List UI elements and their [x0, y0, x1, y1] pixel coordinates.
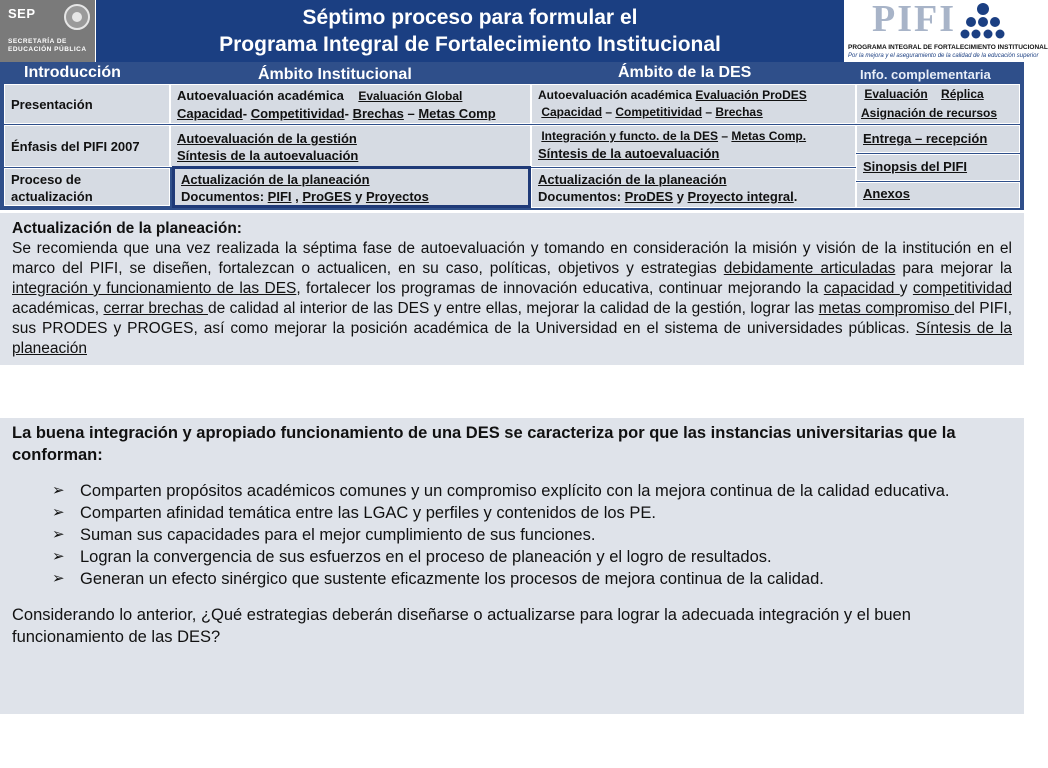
link-prodes[interactable]: ProDES	[624, 189, 674, 204]
nav-item-presentacion[interactable]: Presentación	[4, 84, 170, 124]
link-brechas-des[interactable]: Brechas	[715, 105, 763, 119]
pifi-logo-word: PIFI	[872, 0, 956, 40]
nav-item-autoevaluacion-academica-inst[interactable]: Autoevaluación académica Evaluación Global Capacidad- Competitividad- Brechas – Metas Comp	[170, 84, 531, 124]
navigation-grid	[0, 62, 1024, 210]
list-item: ➢ Suman sus capacidades para el mejor cumplimiento de sus funciones.	[52, 526, 596, 544]
nav-item-autoevaluacion-gestion[interactable]	[170, 125, 531, 167]
pifi-logo-line2: Por la mejora y el aseguramiento de la calidad de la educación superior	[848, 53, 1039, 59]
link-evaluacion[interactable]: Evaluación	[864, 87, 928, 101]
closing-question: Considerando lo anterior, ¿Qué estrategias deberán diseñarse o actualizarse para lograr la adecuada integración y el buen funcionamiento de las DES?	[12, 606, 911, 646]
link-brechas-inst[interactable]: Brechas	[352, 106, 404, 121]
arrow-bullet-icon: ➢	[52, 482, 65, 499]
nav-item-actualizacion-planeacion-des[interactable]: Actualización de la planeación Documentos: ProDES y Proyecto integral.	[531, 168, 856, 208]
nav-header-info-complementaria[interactable]: Info. complementaria	[860, 67, 991, 82]
nav-item-enfasis-pifi[interactable]: Énfasis del PIFI 2007	[4, 125, 170, 167]
nav-item-entrega-recepcion[interactable]: Entrega – recepción	[856, 125, 1020, 153]
nav-header-ambito-institucional[interactable]: Ámbito Institucional	[258, 66, 412, 83]
sep-logo-subtitle: SECRETARÍA DE EDUCACIÓN PÚBLICA	[8, 38, 87, 53]
list-item: ➢ Logran la convergencia de sus esfuerzos en el proceso de planeación y el logro de resultados.	[52, 548, 772, 566]
link-capacidad-des[interactable]: Capacidad	[541, 105, 603, 119]
planeacion-panel: Actualización de la planeación: Se recomienda que una vez realizada la séptima fase de autoevaluación y tomando en consideración la misión y visión de la institución en el marco del PIFI, se diseñen, fortalezcan o actualicen, en su caso, políticas, objetivos y estrategias debidamente articuladas para mejorar la integración y funcionamiento de las DES, fortalecer los programas de innovación educativa, continuar mejorando la capacidad y competitividad académicas, cerrar brechas de calidad al interior de las DES y entre ellas, mejorar la calidad de la gestión, lograr las metas compromiso del PIFI, sus PRODES y PROGES, así como mejorar la posición académica de la Universidad en el sistema de universidades públicas. Síntesis de la planeación	[0, 213, 1024, 365]
nav-header-introduccion[interactable]: Introducción	[24, 64, 121, 81]
integracion-lead: La buena integración y apropiado funcionamiento de una DES se caracteriza por que las instancias universitarias que la conforman:	[12, 424, 956, 464]
link-actualizacion-planeacion-des[interactable]: Actualización de la planeación	[538, 172, 727, 187]
link-competitividad-inst[interactable]: Competitividad	[250, 106, 345, 121]
link-evaluacion-prodes[interactable]: Evaluación ProDES	[695, 88, 807, 102]
coat-of-arms-icon	[64, 4, 90, 30]
link-debidamente-articuladas[interactable]: debidamente articuladas	[723, 260, 896, 277]
nav-item-sinopsis-pifi[interactable]: Sinopsis del PIFI	[856, 154, 1020, 181]
link-metas-comp-inst[interactable]: Metas Comp	[418, 106, 496, 121]
bullet-list	[52, 480, 1012, 590]
title-band	[96, 0, 844, 62]
link-actualizacion-planeacion-inst[interactable]: Actualización de la planeación	[181, 172, 370, 187]
nav-item-proceso-actualizacion[interactable]: Proceso de actualización	[4, 168, 170, 206]
link-integracion-funcionamiento[interactable]: integración y funcionamiento de las DES	[12, 280, 297, 297]
nav-item-integracion-des[interactable]: Integración y functo. de la DES – Metas Comp. Síntesis de la autoevaluación	[531, 125, 856, 167]
arrow-bullet-icon: ➢	[52, 504, 65, 521]
link-capacidad-inst[interactable]: Capacidad	[177, 106, 243, 121]
planeacion-heading: Actualización de la planeación:	[12, 220, 242, 237]
link-evaluacion-global[interactable]: Evaluación Global	[358, 89, 463, 103]
nav-header-ambito-des[interactable]: Ámbito de la DES	[618, 64, 752, 81]
list-item: ➢ Comparten afinidad temática entre las LGAC y perfiles y contenidos de los PE.	[52, 504, 656, 522]
link-sintesis-autoevaluacion-inst[interactable]: Síntesis de la autoevaluación	[177, 148, 359, 163]
link-proyectos[interactable]: Proyectos	[365, 189, 429, 204]
link-pifi[interactable]: PIFI	[267, 189, 292, 204]
link-integracion-functo-des[interactable]: Integración y functo. de la DES	[541, 129, 719, 143]
link-autoevaluacion-gestion[interactable]: Autoevaluación de la gestión	[177, 131, 357, 146]
nav-item-evaluacion-replica	[856, 84, 1020, 124]
pifi-logo-line1: PROGRAMA INTEGRAL DE FORTALECIMIENTO INSTITUCIONAL	[848, 44, 1048, 51]
pifi-dots-icon	[958, 2, 1008, 44]
arrow-bullet-icon: ➢	[52, 570, 65, 587]
link-asignacion-recursos[interactable]: Asignación de recursos	[861, 106, 998, 120]
link-competitividad-des[interactable]: Competitividad	[615, 105, 703, 119]
pifi-logo	[846, 0, 1048, 62]
list-item: ➢ Generan un efecto sinérgico que sustente eficazmente los procesos de mejora continua de la calidad.	[52, 570, 824, 588]
list-item: ➢ Comparten propósitos académicos comunes y un compromiso explícito con la mejora continua de la calidad educativa.	[52, 482, 950, 500]
link-proyecto-integral[interactable]: Proyecto integral	[687, 189, 794, 204]
link-proges[interactable]: ProGES	[302, 189, 352, 204]
sep-logo-word: SEP	[8, 6, 36, 21]
link-replica[interactable]: Réplica	[941, 87, 984, 101]
link-cerrar-brechas[interactable]: cerrar brechas	[103, 300, 208, 317]
arrow-bullet-icon: ➢	[52, 548, 65, 565]
link-sintesis-autoevaluacion-des[interactable]: Síntesis de la autoevaluación	[538, 146, 720, 161]
sep-logo	[0, 0, 95, 62]
link-metas-comp-des[interactable]: Metas Comp.	[731, 129, 807, 143]
page-title-line1: Séptimo proceso para formular el	[302, 6, 638, 29]
link-capacidad[interactable]: capacidad	[823, 280, 900, 297]
nav-item-actualizacion-planeacion-inst[interactable]: Actualización de la planeación Documentos: PIFI , ProGES y Proyectos	[172, 166, 531, 208]
link-metas-compromiso[interactable]: metas compromiso	[818, 300, 955, 317]
nav-item-autoevaluacion-academica-des[interactable]: Autoevaluación académica Evaluación ProDES Capacidad – Competitividad – Brechas	[531, 84, 856, 124]
arrow-bullet-icon: ➢	[52, 526, 65, 543]
link-competitividad[interactable]: competitividad	[912, 280, 1012, 297]
nav-item-anexos[interactable]: Anexos	[856, 182, 1020, 208]
integracion-panel	[0, 418, 1024, 714]
page-title-line2: Programa Integral de Fortalecimiento Institucional	[219, 33, 721, 56]
header	[0, 0, 1048, 64]
link-sintesis-planeacion[interactable]: Síntesis de la planeación	[12, 320, 1013, 357]
